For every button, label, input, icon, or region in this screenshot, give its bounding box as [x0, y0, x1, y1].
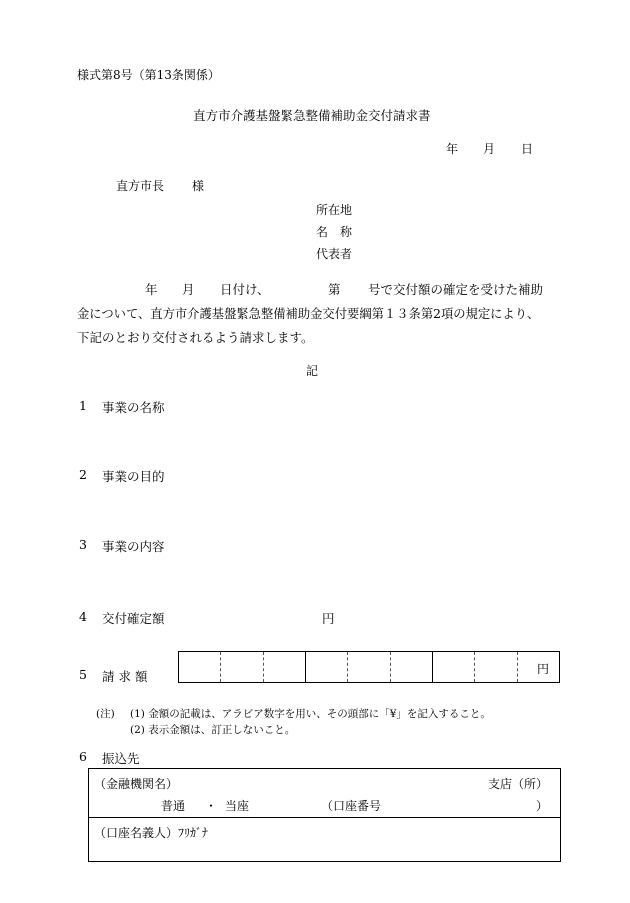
section-1-label: 事業の名称: [102, 400, 165, 415]
bank-box-divider: [89, 817, 560, 818]
section-1-number: 1: [79, 398, 87, 413]
amount-digit-cell[interactable]: [306, 652, 348, 682]
note-prefix: (注): [96, 708, 115, 720]
section-5-label: 請 求 額: [102, 669, 148, 684]
claim-yen-label: 円: [536, 662, 549, 676]
section-4-label: 交付確定額: [102, 611, 165, 626]
section-2-label: 事業の目的: [102, 469, 165, 484]
account-number-close: ）: [535, 799, 548, 813]
body-year: 年: [145, 282, 158, 297]
account-type-separator: ・: [205, 799, 218, 813]
account-type-toza[interactable]: 当座: [225, 799, 250, 813]
amount-digit-cell[interactable]: [518, 652, 559, 682]
amount-digit-cell[interactable]: [348, 652, 390, 682]
addressee-honorific: 様: [192, 179, 205, 193]
amount-digit-cell[interactable]: [433, 652, 475, 682]
bank-branch-label[interactable]: 支店（所）: [487, 777, 548, 791]
document-title: 直方市介護基盤緊急整備補助金交付請求書: [193, 108, 431, 123]
form-number: 様式第8号（第13条関係）: [77, 68, 220, 82]
body-line-3: 下記のとおり交付されるよう請求します。: [77, 330, 314, 345]
ki-heading: 記: [306, 364, 319, 378]
amount-digit-cell[interactable]: [391, 652, 433, 682]
date-year[interactable]: 年: [446, 142, 459, 156]
note-2: (2) 表示金額は、訂正しないこと。: [130, 724, 296, 736]
body-month: 月: [182, 282, 195, 297]
representative-label: 代表者: [316, 247, 353, 261]
section-5-number: 5: [79, 667, 87, 682]
body-dated: 日付け、: [220, 282, 270, 297]
addressee-name: 直方市長: [116, 179, 165, 193]
section-2-number: 2: [79, 467, 87, 482]
account-type-futsu[interactable]: 普通: [161, 799, 186, 813]
section-6-label: 振込先: [102, 751, 140, 766]
date-day[interactable]: 日: [521, 142, 534, 156]
name-label: 名 称: [316, 225, 353, 239]
date-month[interactable]: 月: [483, 142, 496, 156]
section-4-number: 4: [79, 609, 87, 624]
address-label: 所在地: [316, 203, 353, 217]
section-3-number: 3: [79, 537, 87, 552]
account-holder-label[interactable]: （口座名義人）ﾌﾘｶﾞﾅ: [94, 826, 209, 840]
amount-digit-cell[interactable]: [221, 652, 263, 682]
account-number-label[interactable]: （口座番号: [321, 799, 382, 813]
body-line-2: 金について、直方市介護基盤緊急整備補助金交付要綱第１３条第2項の規定により、: [77, 307, 540, 321]
section-4-yen: 円: [322, 611, 335, 626]
note-1: (1) 金額の記載は、アラビア数字を用い、その頭部に「¥」を記入すること。: [130, 708, 491, 720]
section-3-label: 事業の内容: [102, 539, 165, 554]
body-rest: 号で交付額の確定を受けた補助: [368, 282, 544, 297]
amount-digit-cell[interactable]: [475, 652, 517, 682]
bank-institution-label[interactable]: （金融機関名）: [94, 777, 179, 791]
claim-amount-grid[interactable]: [178, 651, 560, 683]
amount-digit-cell[interactable]: [264, 652, 306, 682]
amount-digit-cell[interactable]: [179, 652, 221, 682]
body-dai: 第: [328, 282, 341, 297]
section-6-number: 6: [79, 749, 87, 764]
bank-transfer-box: [88, 768, 561, 862]
